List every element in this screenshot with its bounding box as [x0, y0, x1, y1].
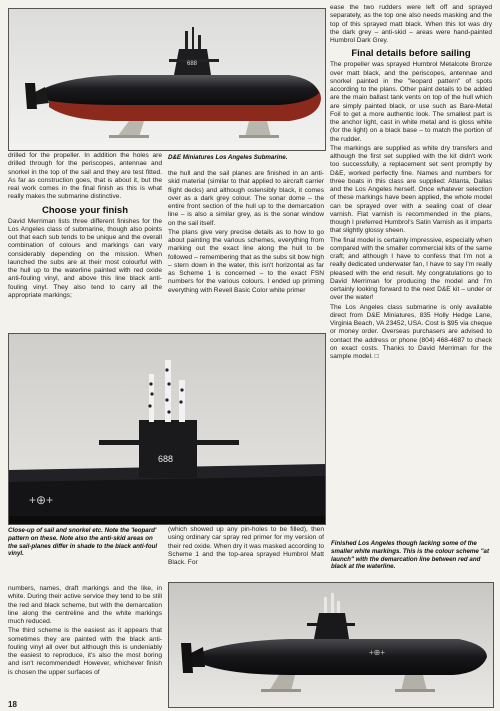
paragraph: numbers, names, draft markings and the like, in white. During their active service they tend to be still the red and black scheme, but with the demarcation line along the centreline and the white markings much reduced.	[8, 585, 162, 625]
paragraph: David Merriman lists three different finishes for the Los Angeles class of submarine, though also points out that each sub tends to be unique and the overall combination of colours and markings can vary considerably depending on the mission. When launched the subs are at their most colourful with the hull up to the waterline painted with red oxide anti-fouling vinyl, and above this line black anti-fouling vinyl. They also tend to carry all the appropriate markings;	[8, 217, 162, 299]
paragraph: ease the two rudders were left off and sprayed separately, as the top one also needs masking and the top of this sprayed matt black. When this lot was dry the dark grey – anti-skid – areas were hand-painted Humbrol Dark Grey.	[330, 4, 492, 44]
paragraph: The propeller was sprayed Humbrol Metalcote Bronze over matt black, and the periscopes, antennae and snorkel painted in the "leopard pattern" of spots according to the plans. Other paint details to be added are the main ballast tank vents on top of the hull which are simply painted black, or use such as Bare-Metal Foil to get a more authentic look. The smallest part is the anchor light, cast in white metal and is gloss white (for the light) on a black base – to match the portion of the rudder.	[330, 61, 492, 143]
paragraph: drilled for the propeller. In addition the holes are drilled through for the periscopes, antennae and snorkel in the top of the sail and they are test fitted. As far as construction goes, that is about it, but the real work comes in the final finish as this is what really makes the submarine distinctive.	[8, 152, 162, 201]
paragraph: the hull and the sail planes are finished in an anti-skid material (similar to that applied to aircraft carrier flight decks) and although ostensibly black, it comes over as a dark grey colour. The sonar dome – the entire front section of the hull up to the demarcation line – is also a similar grey, as is the sonar window on the sail itself.	[168, 170, 324, 227]
photo-caption-top: D&E Miniatures Los Angeles Submarine.	[168, 154, 288, 161]
svg-text:+⊕+: +⊕+	[369, 648, 386, 657]
sail-closeup-photo	[8, 333, 326, 525]
submarine-photo-top	[8, 8, 326, 151]
svg-text:688: 688	[158, 454, 174, 464]
section-heading: Final details before sailing	[351, 48, 471, 60]
svg-text:688: 688	[187, 61, 198, 67]
article-column-bottom-left	[8, 585, 162, 678]
photo-caption-middle: Close-up of sail and snorkel etc. Note the 'leopard' pattern on these. Note also the anti-skid areas on the sail-planes differ in shade to the black anti-foul vinyl.	[8, 527, 158, 558]
page-number: 18	[8, 700, 17, 709]
paragraph: The markings are supplied as white dry transfers and although the first set supplied with the kit didn't work too successfully, a replacement set sent promptly by D&E, worked perfectly fine. Names and numbers for three boats in this class are supplied: Atlanta, Dallas and the Los Angeles herself. Once whatever selection of these markings have been applied, the whole model can be sprayed over with a sealing coat of clear varnish. Flat varnish is recommended in the plans, though I preferred Humbrol's Satin Varnish as it imparts that slightly glossy sheen.	[330, 144, 492, 235]
paragraph: The third scheme is the easiest as it appears that sometimes they are painted with the black anti-fouling vinyl all over but although this is undeniably the easiest to reproduce, it's also the most boring and isn't recommended! However, whichever finish is chosen the upper surfaces of	[8, 627, 162, 676]
paragraph: (which showed up any pin-holes to be filled), then using ordinary car spray red primer for my version of their red oxide. When dry it was masked according to Scheme 1 and the top-area sprayed Humbrol Matt Black. For	[168, 526, 324, 566]
paragraph: The plans give very precise details as to how to go about painting the various schemes, everything from marking out the exact line along the hull to be followed – remembering that as the subs sit bow high – stern down in the water, this isn't horizontal as far as Scheme 1 is concerned – to the exact FSN numbers for the various colours. I ended up priming everything with Revell Basic Color white primer	[168, 228, 324, 294]
article-column-middle	[168, 170, 324, 296]
article-column-left	[8, 152, 162, 301]
svg-text:+⊕+: +⊕+	[29, 493, 54, 507]
paragraph: The Los Angeles class submarine is only available direct from D&E Miniatures, 835 Holly Hedge Lane, Virginia Beach, VA 23452, USA. Cost is $95 via cheque or money order. Overseas purchasers are advised to contact the address or phone (804) 468-4687 to check on exact costs. Thanks to David Merriman for the sample model. □	[330, 303, 492, 360]
section-heading: Choose your finish	[41, 204, 129, 216]
article-column-right	[330, 4, 492, 362]
sail-closeup-image	[9, 334, 325, 524]
photo-caption-bottom: Finished Los Angeles though lacking some of the smaller white markings. This is the colour scheme "at launch" with the demarcation line between red and black at the waterline.	[331, 540, 490, 571]
article-column-middle-continued	[168, 526, 324, 568]
paragraph: The final model is certainly impressive, especially when compared with the smaller commercial kits of the same craft; and although I have to confess that I'm not a really dedicated underwater fan, I have to say I'm really pleased with the end result. My congratulations go to David Merriman for producing the model and I'm certainly looking forward to the next D&E kit – under or over the water!	[330, 236, 492, 302]
submarine-model-image	[9, 9, 325, 150]
finished-submarine-image	[169, 583, 493, 707]
finished-submarine-photo	[168, 582, 494, 708]
